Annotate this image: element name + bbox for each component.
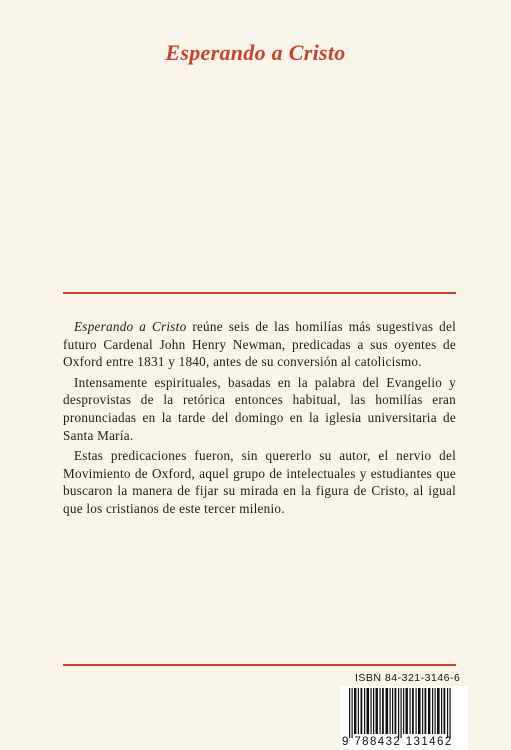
blurb-paragraph-1 — [63, 318, 456, 371]
isbn-label: ISBN 84-321-3146-6 — [355, 672, 461, 684]
barcode-icon — [340, 686, 468, 738]
book-title: Esperando a Cristo — [165, 40, 346, 65]
blurb-title-reference: Esperando a Cristo — [74, 319, 187, 334]
bottom-divider — [63, 664, 456, 666]
blurb — [63, 318, 456, 521]
blurb-paragraph-2: Intensamente espirituales, basadas en la palabra del Evangelio y desprovistas de la retórica entonces habitual, las homilías eran pronunciadas en la tarde del domingo en la iglesia universitaria de Santa María. — [63, 374, 456, 443]
blurb-paragraph-3: Estas predicaciones fueron, sin quererlo su autor, el nervio del Movimiento de Oxford, aquel grupo de intelectuales y estudiantes que buscaron la manera de fijar su mirada en la figura de Cristo, al igual que los cristianos de este tercer milenio. — [63, 448, 456, 516]
blurb-paragraph-1-text: reúne seis de las homilías más sugestivas del futuro Cardenal John Henry Newman, predicadas a sus oyentes de Oxford entre 1831 y 1840, antes de su conversión al catolicismo. — [63, 319, 457, 370]
barcode-number: 9 788432 131462 — [342, 736, 453, 748]
barcode — [340, 686, 468, 750]
top-divider — [63, 292, 456, 294]
